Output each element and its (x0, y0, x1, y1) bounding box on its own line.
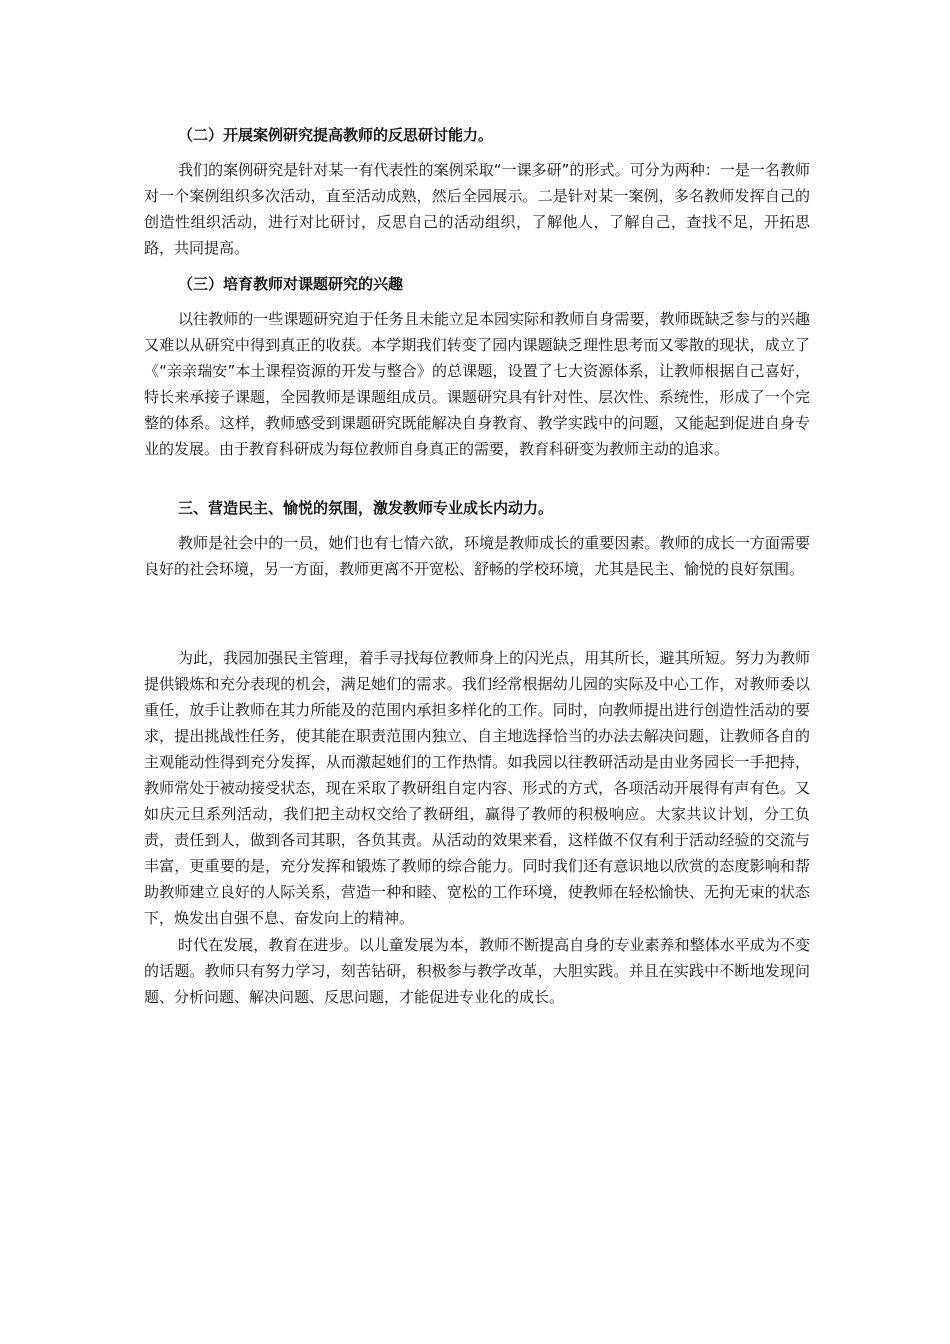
paragraph-democratic-management: 为此，我园加强民主管理，着手寻找每位教师身上的闪光点，用其所长，避其所短。努力为教师提供锻炼和充分表现的机会，满足她们的需求。我们经常根据幼儿园的实际及中心工作，对教师委以重任，放手让教师在其力所能及的范围内承担多样化的工作。同时，向教师提出进行创造性活动的要求，提出挑战性任务，使其能在职责范围内独立、自主地选择恰当的办法去解决问题，让教师各自的主观能动性得到充分发挥，从而激起她们的工作热情。如我园以往教研活动是由业务园长一手把持，教师常处于被动接受状态，现在采取了教研组自定内容、形式的方式，各项活动开展得有声有色。又如庆元旦系列活动，我们把主动权交给了教研组，赢得了教师的积极响应。大家共议计划，分工负责，责任到人，做到各司其职，各负其责。从活动的效果来看，这样做不仅有利于活动经验的交流与丰富，更重要的是，充分发挥和锻炼了教师的综合能力。同时我们还有意识地以欣赏的态度影响和帮助教师建立良好的人际关系，营造一种和睦、宽松的工作环境，使教师在轻松愉快、无拘无束的状态下，焕发出自强不息、奋发向上的精神。 (144, 649, 810, 927)
paragraph-research-interest: 以往教师的一些课题研究迫于任务且未能立足本园实际和教师自身需要，教师既缺乏参与的兴趣又难以从研究中得到真正的收获。本学期我们转变了园内课题缺乏理性思考而又零散的现状，成立了《“亲亲瑞安”本土课程资源的开发与整合》的总课题，设置了七大资源体系，让教师根据自己喜好，特长来承接子课题，全园教师是课题组成员。课题研究具有针对性、层次性、系统性，形成了一个完整的体系。这样，教师感受到课题研究既能解决自身教育、教学实践中的问题，又能起到促进自身专业的发展。由于教育科研成为每位教师自身真正的需要，教育科研变为教师主动的追求。 (144, 310, 810, 458)
paragraph-environment: 教师是社会中的一员，她们也有七情六欲，环境是教师成长的重要因素。教师的成长一方面需要良好的社会环境，另一方面，教师更离不开宽松、舒畅的学校环境，尤其是民主、愉悦的良好氛围。 (144, 534, 810, 578)
section-heading-research-interest: （三）培育教师对课题研究的兴趣 (178, 275, 404, 293)
paragraph-conclusion: 时代在发展，教育在进步。以儿童发展为本，教师不断提高自身的专业素养和整体水平成为不变的话题。教师只有努力学习，刻苦钻研，积极参与教学改革，大胆实践。并且在实践中不断地发现问题、分析问题、解决问题、反思问题，才能促进专业化的成长。 (144, 936, 810, 1006)
paragraph-case-study: 我们的案例研究是针对某一有代表性的案例采取“一课多研”的形式。可分为两种：一是一名教师对一个案例组织多次活动，直至活动成熟，然后全园展示。二是针对某一案例，多名教师发挥自己的创造性组织活动，进行对比研讨，反思自己的活动组织，了解他人，了解自己，查找不足，开拓思路，共同提高。 (144, 161, 810, 257)
section-heading-case-study: （二）开展案例研究提高教师的反思研讨能力。 (178, 126, 494, 144)
section-heading-democratic-atmosphere: 三、营造民主、愉悦的氛围，激发教师专业成长内动力。 (178, 499, 554, 517)
